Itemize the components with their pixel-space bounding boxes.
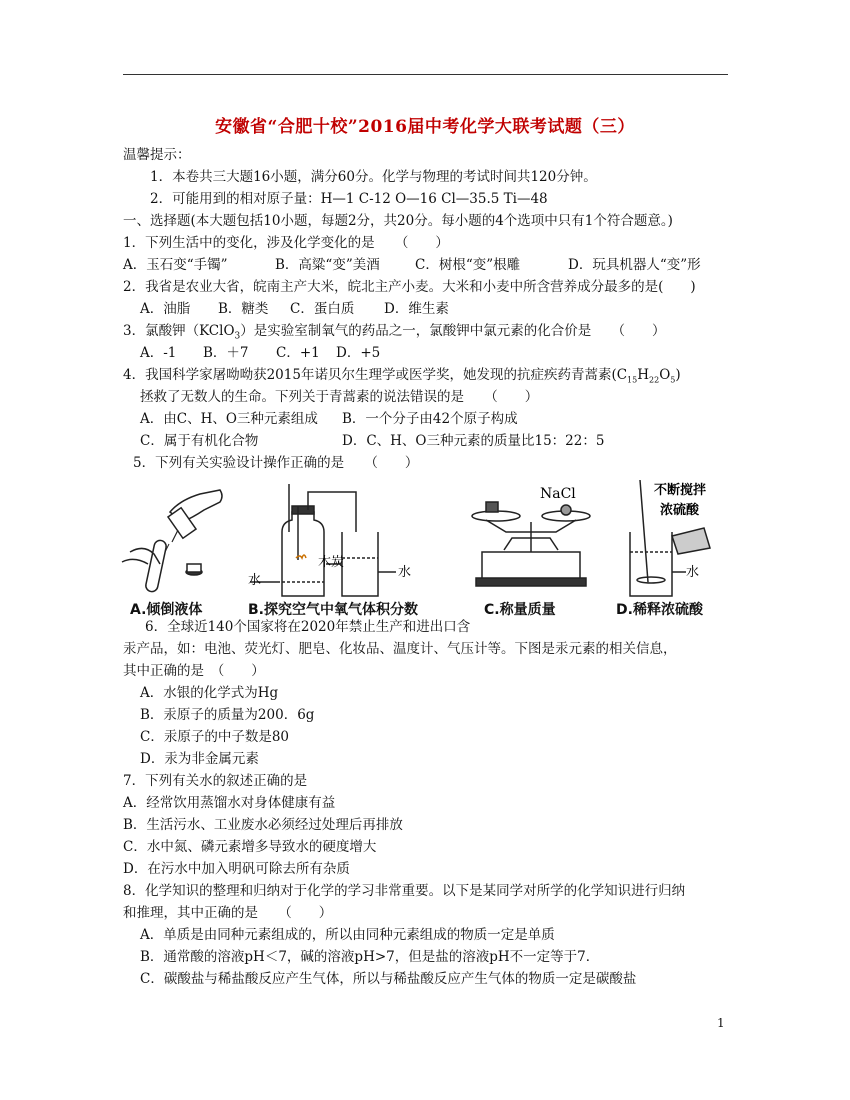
q7-stem: 7．下列有关水的叙述正确的是 [123, 773, 308, 789]
label-stir: 不断搅拌 [654, 483, 707, 498]
q1-option-b: B．高粱“变”美酒 [275, 257, 380, 273]
notice-item-1: 1．本卷共三大题16小题，满分60分。化学与物理的考试时间共120分钟。 [150, 169, 597, 185]
q3-stem-b: ）是实验室制氧气的药品之一，氯酸钾中氯元素的化合价是 （ ） [240, 323, 666, 339]
q7-option-a: A．经常饮用蒸馏水对身体健康有益 [123, 795, 336, 811]
notice-heading: 温馨提示： [123, 147, 191, 163]
q4-stem-a: 4．我国科学家屠呦呦获2015年诺贝尔生理学或医学奖，她发现的抗症疾药青蒿素(C [123, 367, 628, 383]
q6-stem-2: 汞产品，如：电池、荧光灯、肥皂、化妆品、温度计、气压计等。下图是汞元素的相关信息， [123, 641, 677, 657]
q4-paren: ) [675, 367, 681, 383]
q5-figure [120, 472, 732, 632]
q4-stem [123, 366, 681, 390]
figure-c-balance [472, 502, 590, 586]
notice-item-2: 2．可能用到的相对原子量：H—1 C-12 O—16 Cl—35.5 Ti—48 [150, 191, 548, 207]
q4-sub-o: 5 [670, 375, 676, 385]
caption-b: B.探究空气中氧气体积分数 [248, 602, 418, 618]
q4-sub-c: 15 [627, 375, 638, 385]
q8-option-c: C．碳酸盐与稀盐酸反应产生气体，所以与稀盐酸反应产生气体的物质一定是碳酸盐 [140, 971, 637, 987]
figure-a-pouring-liquid [122, 490, 222, 593]
exam-title: 安徽省“合肥十校”2016届中考化学大联考试题（三） [215, 117, 635, 137]
label-water-b: 水 [248, 573, 262, 588]
q4-option-a: A．由C、H、O三种元素组成 [140, 411, 318, 427]
q3-option-b: B．＋7 [203, 345, 249, 361]
caption-c: C.称量质量 [484, 602, 556, 618]
q2-option-d: D．维生素 [384, 301, 449, 317]
q4-sub-h: 22 [649, 375, 660, 385]
q8-option-b: B．通常酸的溶液pH＜7，碱的溶液pH>7，但是盐的溶液pH不一定等于7． [140, 949, 600, 965]
q2-option-b: B．糖类 [218, 301, 269, 317]
label-water-d: 水 [686, 565, 700, 580]
label-water-b2: 水 [398, 565, 412, 580]
q2-stem: 2．我省是农业大省，皖南主产大米，皖北主产小麦。大米和小麦中所含营养成分最多的是( ) [123, 279, 696, 295]
q7-option-b: B．生活污水、工业废水必须经过处理后再排放 [123, 817, 403, 833]
q4-o: O [659, 367, 671, 383]
q6-option-d: D．汞为非金属元素 [140, 751, 259, 767]
q1-option-d: D．玩具机器人“变”形 [568, 257, 701, 273]
q6-option-b: B．汞原子的质量为200．6g [140, 707, 315, 723]
q4-h: H [637, 367, 650, 383]
q3-option-d: D．+5 [336, 345, 381, 361]
q6-option-c: C．汞原子的中子数是80 [140, 729, 290, 745]
q5-stem: 5．下列有关实验设计操作正确的是 （ ） [133, 455, 419, 471]
q4-stem-line2: 拯救了无数人的生命。下列关于青蒿素的说法错误的是 （ ） [140, 389, 539, 405]
label-conc-acid: 浓硫酸 [660, 503, 700, 518]
q7-option-c: C．水中氮、磷元素增多导致水的硬度增大 [123, 839, 377, 855]
q2-option-a: A．油脂 [140, 301, 191, 317]
q4-option-c: C．属于有机化合物 [140, 433, 259, 449]
header-rule [123, 74, 728, 75]
q7-option-d: D．在污水中加入明矾可除去所有杂质 [123, 861, 350, 877]
q3-option-c: C．+1 [276, 345, 320, 361]
label-nacl: NaCl [540, 486, 576, 502]
q4-option-d: D．C、H、O三种元素的质量比15：22：5 [342, 433, 605, 449]
figure-b-oxygen-volume [250, 484, 396, 596]
q8-stem-2: 和推理，其中正确的是 （ ） [123, 905, 333, 921]
q8-stem-1: 8．化学知识的整理和归纳对于化学的学习非常重要。以下是某同学对所学的化学知识进行归纳 [123, 883, 686, 899]
q6-option-a: A．水银的化学式为Hg [140, 685, 279, 701]
section-heading: 一、选择题(本大题包括10小题，每题2分，共20分。每小题的4个选项中只有1个符合题意。) [123, 213, 673, 229]
q1-option-c: C．树根“变”根雕 [415, 257, 521, 273]
page-number: 1 [717, 1016, 725, 1030]
q1-option-a: A．玉石变“手镯” [123, 257, 228, 273]
q6-stem-1: 6．全球近140个国家将在2020年禁止生产和进出口含 [145, 619, 471, 635]
caption-d: D.稀释浓硫酸 [616, 602, 703, 618]
q3-subscript: 3 [234, 331, 241, 342]
label-charcoal: 木炭 [318, 555, 345, 570]
q3-stem-a: 3．氯酸钾（KClO [123, 323, 235, 339]
caption-a: A.倾倒液体 [130, 602, 203, 618]
q4-option-b: B．一个分子由42个原子构成 [342, 411, 518, 427]
q1-stem: 1．下列生活中的变化，涉及化学变化的是 （ ） [123, 235, 449, 251]
q3-stem [123, 322, 666, 346]
q2-option-c: C．蛋白质 [290, 301, 355, 317]
q8-option-a: A．单质是由同种元素组成的，所以由同种元素组成的物质一定是单质 [140, 927, 555, 943]
q6-stem-3: 其中正确的是 （ ） [123, 663, 265, 679]
q3-option-a: A．-1 [140, 345, 177, 361]
